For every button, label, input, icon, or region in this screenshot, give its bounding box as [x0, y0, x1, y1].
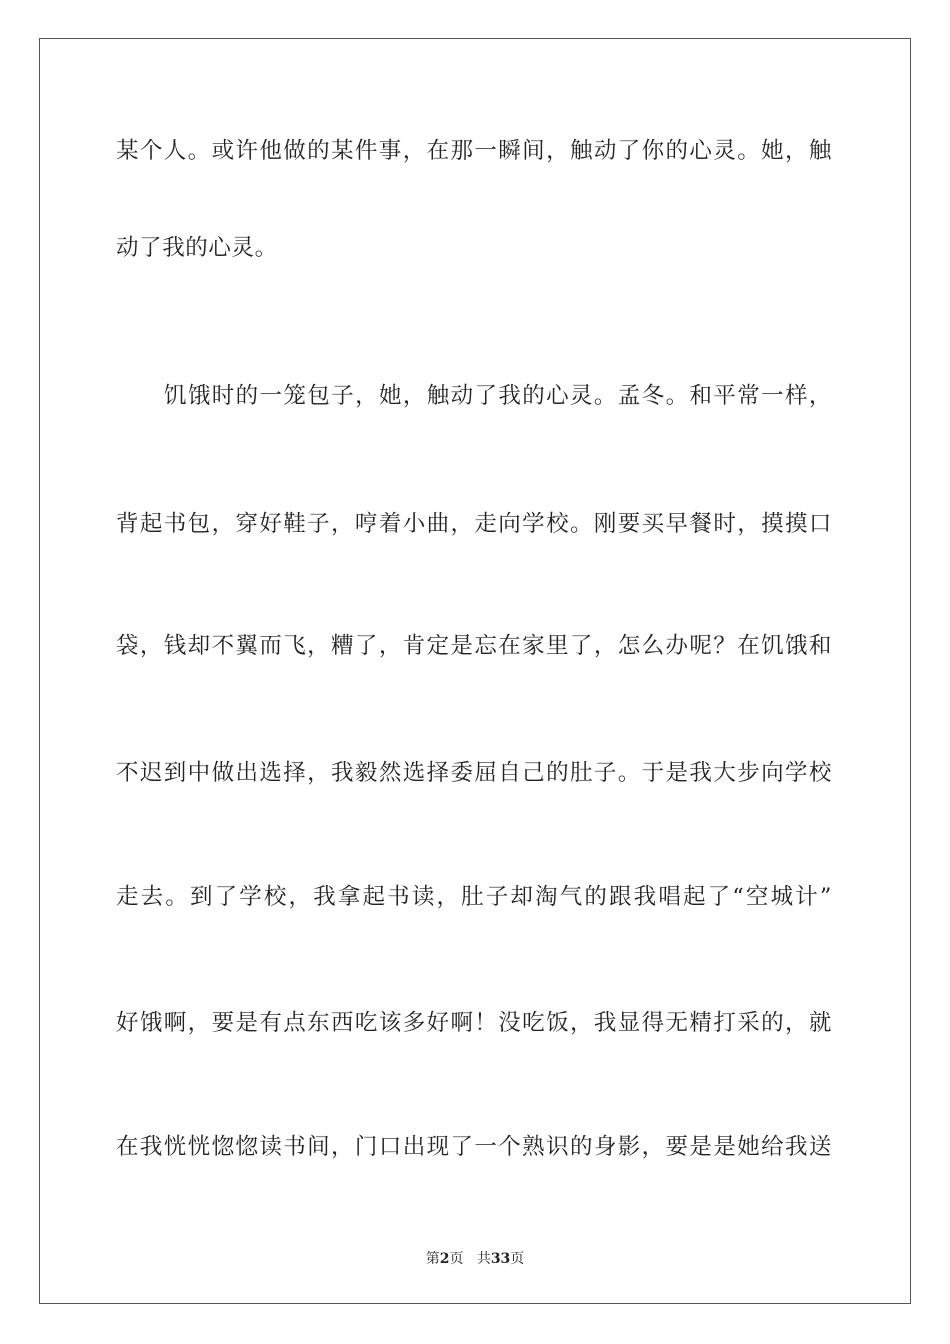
paragraph-line-6: 不迟到中做出选择，我毅然选择委屈自己的肚子。于是我大步向学校	[116, 760, 832, 786]
paragraph-line-9: 在我恍恍惚惚读书间，门口出现了一个熟识的身影，要是是她给我送	[116, 1134, 832, 1160]
total-suffix: 页	[510, 1251, 525, 1267]
paragraph-line-5: 袋，钱却不翼而飞，糟了，肯定是忘在家里了，怎么办呢？在饥饿和	[116, 633, 832, 659]
page-prefix: 第	[425, 1251, 440, 1267]
page-suffix: 页	[449, 1251, 464, 1267]
current-page-number: 2	[439, 1251, 450, 1267]
page-border	[39, 38, 911, 1304]
paragraph-line-3: 饥饿时的一笼包子，她，触动了我的心灵。孟冬。和平常一样，	[164, 383, 832, 409]
paragraph-line-7: 走去。到了学校，我拿起书读，肚子却淘气的跟我唱起了“空城计”	[116, 884, 832, 910]
paragraph-line-1: 某个人。或许他做的某件事，在那一瞬间，触动了你的心灵。她，触	[116, 138, 832, 164]
paragraph-line-2: 动了我的心灵。	[116, 235, 278, 261]
total-page-count: 33	[490, 1251, 511, 1267]
paragraph-line-4: 背起书包，穿好鞋子，哼着小曲，走向学校。刚要买早餐时，摸摸口	[116, 511, 832, 537]
total-prefix: 共	[476, 1251, 491, 1267]
page-footer	[0, 1248, 950, 1268]
paragraph-line-8: 好饿啊，要是有点东西吃该多好啊！没吃饭，我显得无精打采的，就	[116, 1010, 832, 1036]
